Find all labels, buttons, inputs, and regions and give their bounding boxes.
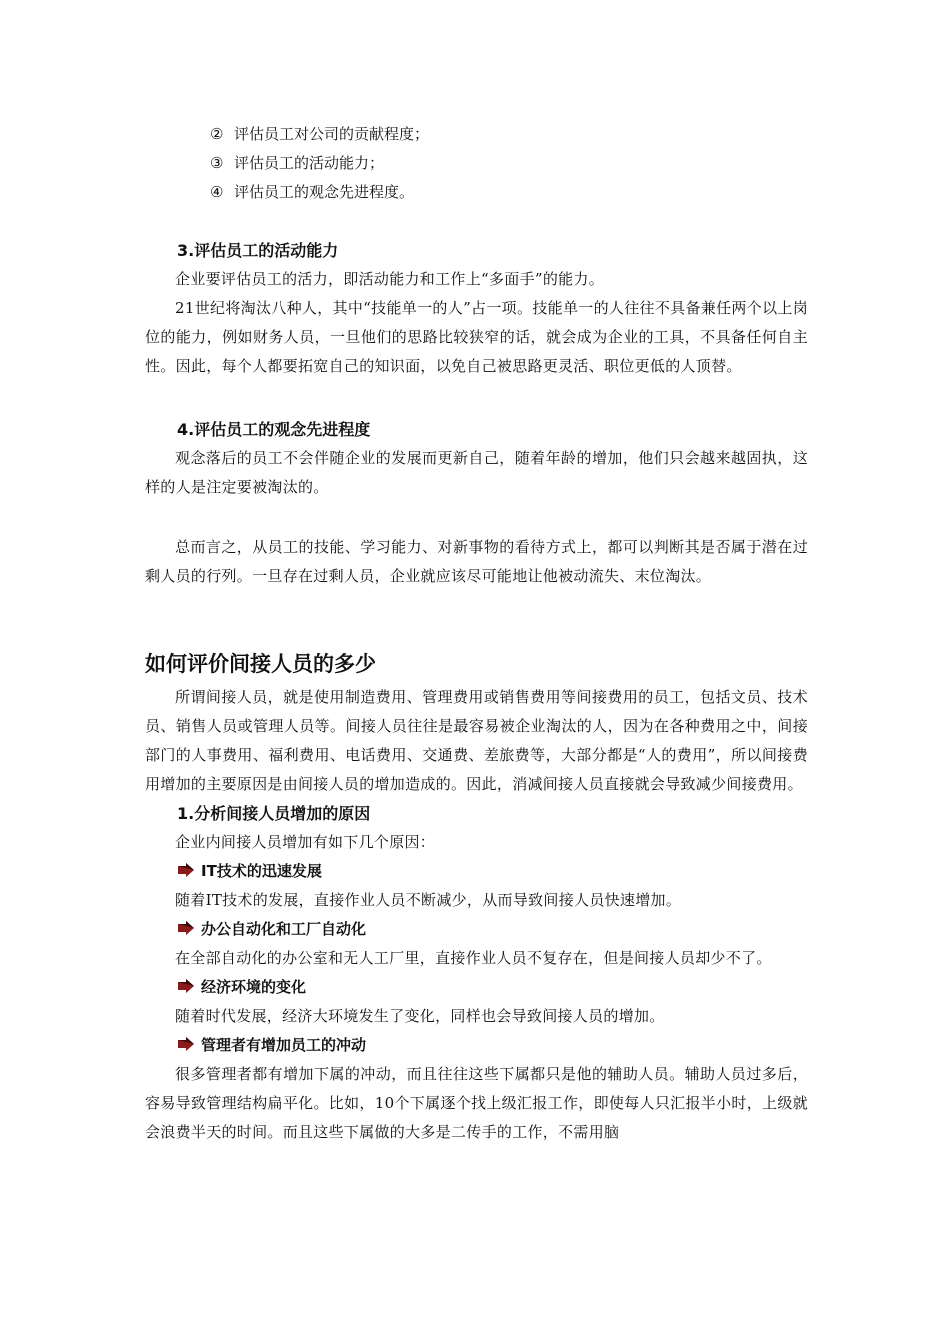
summary-paragraph: 总而言之，从员工的技能、学习能力、对新事物的看待方式上，都可以判断其是否属于潜在过剩人员的行列。一旦存在过剩人员，企业就应该尽可能地让他被动流失、末位淘汰。 <box>145 538 808 585</box>
summary-block <box>145 533 808 591</box>
reason-text: 很多管理者都有增加下属的冲动，而且往往这些下属都只是他的辅助人员。辅助人员过多后，容易导致管理结构扁平化。比如，10个下属逐个找上级汇报工作，即使每人只汇报半小时，上级就会浪费半天的时间。而且这些下属做的大多是二传手的工作，不需用脑 <box>145 1065 808 1141</box>
arrow-bullet-icon <box>177 1037 195 1051</box>
section-indirect-staff <box>145 649 808 1147</box>
reason-heading: 办公自动化和工厂自动化 <box>145 915 808 944</box>
arrow-bullet-icon <box>177 921 195 935</box>
reason-text: 随着IT技术的发展，直接作业人员不断减少，从而导致间接人员快速增加。 <box>175 891 682 909</box>
list-item: ④ 评估员工的观念先进程度。 <box>210 183 415 201</box>
section-4-paragraph-1: 观念落后的员工不会伴随企业的发展而更新自己，随着年龄的增加，他们只会越来越固执，这样的人是注定要被淘汰的。 <box>145 449 808 496</box>
reason-heading: IT技术的迅速发展 <box>145 857 808 886</box>
section-4 <box>145 415 808 502</box>
section-3-paragraph-2: 21世纪将淘汰八种人，其中“技能单一的人”占一项。技能单一的人往往不具备兼任两个以上岗位的能力，例如财务人员，一旦他们的思路比较狭窄的话，就会成为企业的工具，不具备任何自主性。因此，每个人都要拓宽自己的知识面，以免自己被思路更灵活、职位更低的人顶替。 <box>145 299 808 375</box>
arrow-bullet-icon <box>177 863 195 877</box>
section-4-heading: 4.评估员工的观念先进程度 <box>177 420 371 439</box>
section-3-heading: 3.评估员工的活动能力 <box>177 241 339 260</box>
section-3 <box>145 236 808 381</box>
reason-text: 随着时代发展，经济大环境发生了变化，同样也会导致间接人员的增加。 <box>175 1007 665 1025</box>
arrow-bullet-icon <box>177 979 195 993</box>
subsection-1-lead: 企业内间接人员增加有如下几个原因： <box>175 833 436 851</box>
reason-heading: 管理者有增加员工的冲动 <box>145 1031 808 1060</box>
evaluation-list <box>145 120 808 207</box>
reason-heading: 经济环境的变化 <box>145 973 808 1002</box>
list-item: ② 评估员工对公司的贡献程度； <box>210 125 430 143</box>
section-3-paragraph-1: 企业要评估员工的活力，即活动能力和工作上“多面手”的能力。 <box>175 270 605 288</box>
section-intro-paragraph: 所谓间接人员，就是使用制造费用、管理费用或销售费用等间接费用的员工，包括文员、技术员、销售人员或管理人员等。间接人员往往是最容易被企业淘汰的人，因为在各种费用之中，间接部门的人事费用、福利费用、电话费用、交通费、差旅费等，大部分都是“人的费用”，所以间接费用增加的主要原因是由间接人员的增加造成的。因此，消减间接人员直接就会导致减少间接费用。 <box>145 688 808 793</box>
list-item: ③ 评估员工的活动能力； <box>210 154 385 172</box>
subsection-1-heading: 1.分析间接人员增加的原因 <box>177 804 371 823</box>
reason-text: 在全部自动化的办公室和无人工厂里，直接作业人员不复存在，但是间接人员却少不了。 <box>175 949 772 967</box>
page-section-title: 如何评价间接人员的多少 <box>145 652 376 676</box>
